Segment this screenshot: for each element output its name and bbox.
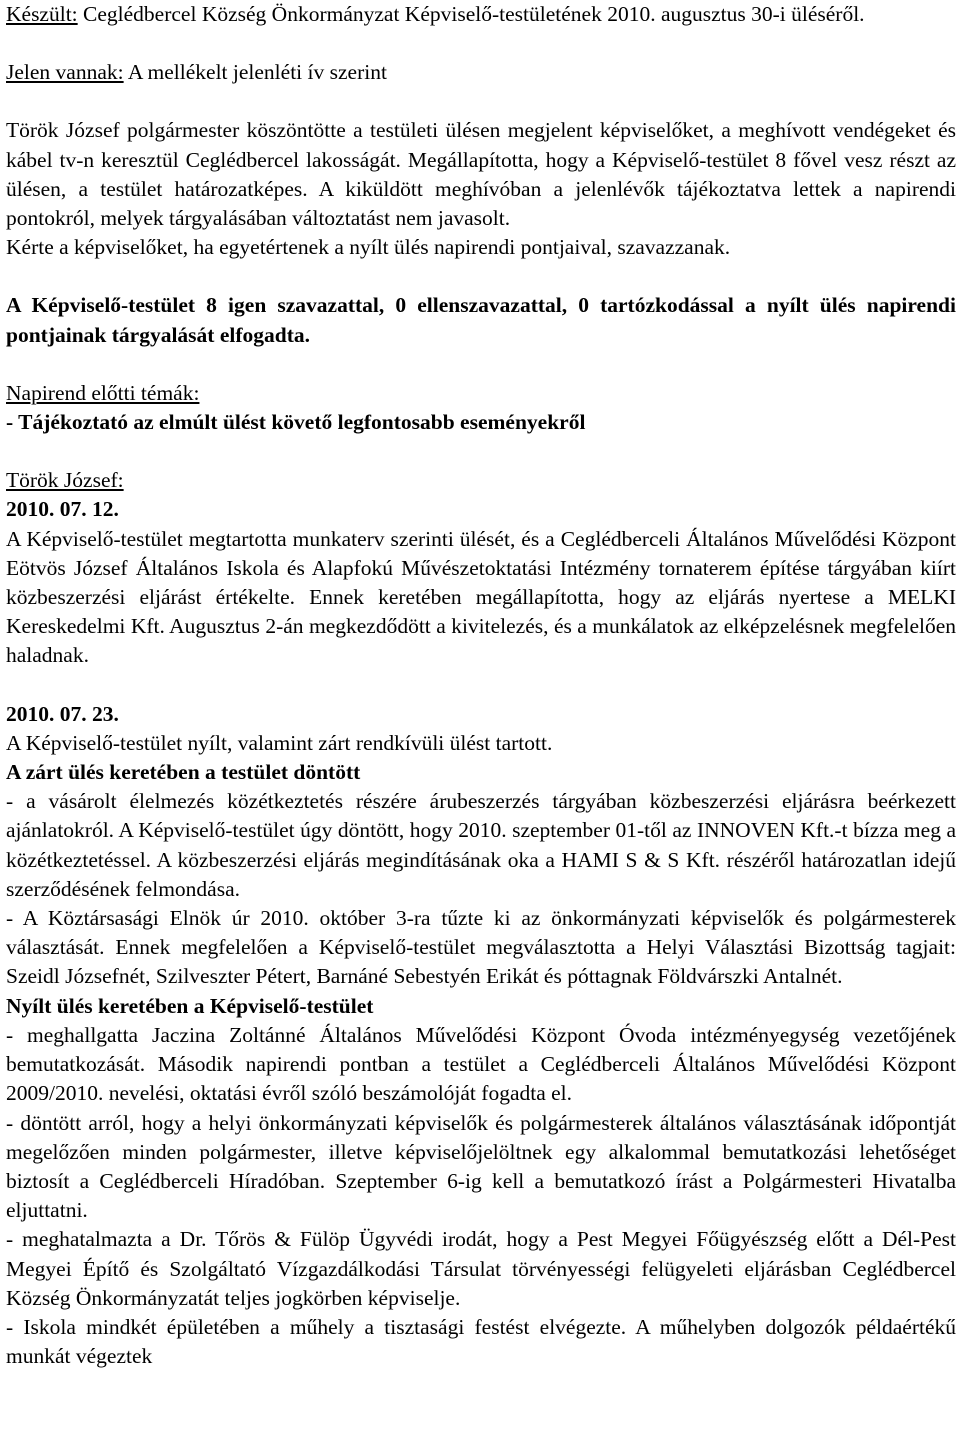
entry-date-1: 2010. 07. 12. xyxy=(6,497,119,522)
open-session-item-4: - Iskola mindkét épületében a műhely a tisztasági festést elvégezte. A műhelyben dolgozók példaértékű munkát végeztek xyxy=(6,1314,956,1369)
speaker-name: Török József: xyxy=(6,468,124,493)
present-line xyxy=(6,58,956,87)
made-at-text: Ceglédbercel Község Önkormányzat Képviselő-testületének 2010. augusztus 30-i üléséről. xyxy=(77,2,865,26)
closed-session-heading: A zárt ülés keretében a testület döntött xyxy=(6,760,361,785)
open-session-item-3: - meghatalmazta a Dr. Tőrös & Fülöp Ügyvédi irodát, hogy a Pest Megyei Főügyészség előtt a Dél-Pest Megyei Építő és Szolgáltató Vízgazdálkodási Társulat törvényességi felügyeleti eljárásban Ceglédbercel Község Önkormányzatát teljes jogkörben képviselje. xyxy=(6,1227,956,1310)
made-at-line xyxy=(6,0,956,29)
open-session-item-2: - döntött arról, hogy a helyi önkormányzati képviselők és polgármesterek általános választásának időpontját megelőzően minden polgármester, illetve képviselőjelöltnek egy alkalommal bemutatkozási lehetőséget biztosít a Ceglédberceli Híradóban. Szeptember 6-ig kell a bemutatkozó írást a Polgármesteri Hivatalba eljuttatni. xyxy=(6,1110,956,1223)
open-session-heading: Nyílt ülés keretében a Képviselő-testület xyxy=(6,993,374,1018)
made-at-label: Készült: xyxy=(6,2,78,26)
present-text: A mellékelt jelenléti ív szerint xyxy=(123,60,387,85)
agenda-heading: Napirend előtti témák: xyxy=(6,380,200,405)
entry-date-2: 2010. 07. 23. xyxy=(6,701,119,726)
closed-session-item-2: - A Köztársasági Elnök úr 2010. október 3-ra tűzte ki az önkormányzati képviselők és polgármesterek választását. Ennek megfelelően a Képviselő-testület megválasztotta a Helyi Választási Bizottság tagjait: Szeidl Józsefnét, Szilveszter Pétert, Barnáné Sebestyén Erikát és póttagnak Földvárszki Antalnét. xyxy=(6,906,956,989)
entry-text-1: A Képviselő-testület megtartotta munkaterv szerinti ülését, és a Ceglédberceli Általános Művelődési Központ Eötvös József Általános Iskola és Alapfokú Művészetoktatási Intézmény tornaterem építése tárgyában kiírt közbeszerzési eljárást értékelte. Ennek keretében megállapította, hogy az eljárás nyertese a MELKI Kereskedelmi Kft. Augusztus 2-án megkezdődött a kivitelezés, és a munkálatok az elképzelésnek megfelelően haladnak. xyxy=(6,526,956,668)
entry-text-2: A Képviselő-testület nyílt, valamint zárt rendkívüli ülést tartott. xyxy=(6,730,553,755)
intro-paragraph: Török József polgármester köszöntötte a testületi ülésen megjelent képviselőket, a meghívott vendégeket és kábel tv-n keresztül Ceglédbercel lakosságát. Megállapította, hogy a Képviselő-testület 8 fővel vesz részt az ülésen, a testület határozatképes. A kiküldött meghívóban a jelenlévők tájékoztatva lettek a napirendi pontokról, melyek tárgyalásában változtatást nem javasolt. xyxy=(6,118,956,231)
agenda-decision: A Képviselő-testület 8 igen szavazattal, 0 ellenszavazattal, 0 tartózkodással a nyílt ülés napirendi pontjainak tárgyalását elfogadta. xyxy=(6,293,956,347)
open-session-item-1: - meghallgatta Jaczina Zoltánné Általános Művelődési Központ Óvoda intézményegység vezetőjének bemutatkozását. Második napirendi pontban a testület a Ceglédberceli Általános Művelődési Központ 2009/2010. nevelési, oktatási évről szóló beszámolóját fogadta el. xyxy=(6,1022,956,1106)
agenda-item: - Tájékoztató az elmúlt ülést követő legfontosabb eseményekről xyxy=(6,410,586,435)
present-label: Jelen vannak: xyxy=(6,60,124,85)
closed-session-item-1: - a vásárolt élelmezés közétkeztetés részére árubeszerzés tárgyában közbeszerzési eljárásra beérkezett ajánlatokról. A Képviselő-testület úgy döntött, hogy 2010. szeptember 01-től az INNOVEN Kft.-t bízza meg a közétkeztetéssel. A közbeszerzési eljárás megindításának oka a HAMI S & S Kft. részéről határozatlan idejű szerződésének felmondása. xyxy=(6,789,956,901)
intro-request: Kérte a képviselőket, ha egyetértenek a nyílt ülés napirendi pontjaival, szavazzanak. xyxy=(6,235,731,260)
